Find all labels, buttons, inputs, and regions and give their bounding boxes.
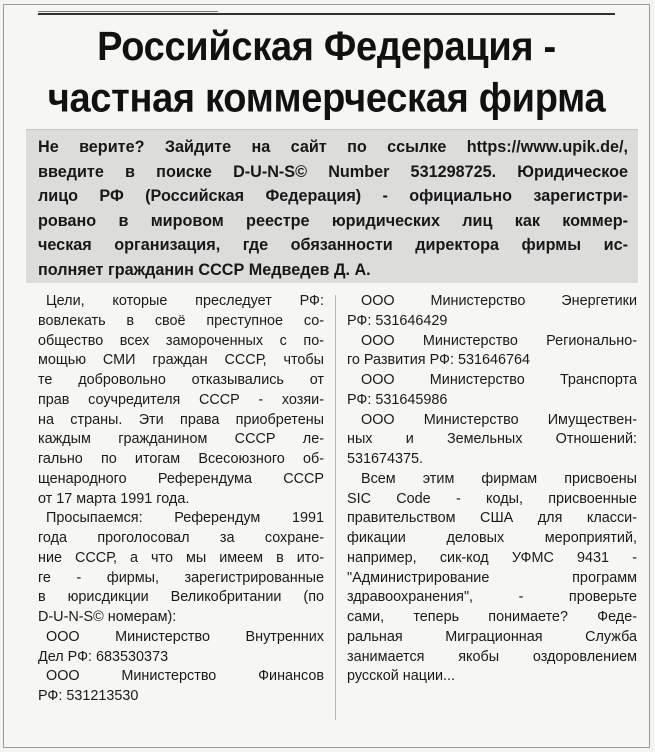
- column-line: РФ: 531213530: [38, 688, 139, 704]
- column-line: прав соучредителя СССР - хозяи-: [38, 391, 324, 408]
- column-line: правительством США для класси-: [347, 510, 637, 527]
- headline: [14, 21, 639, 125]
- column-line: Дел РФ: 683530373: [38, 648, 169, 665]
- column-line: щенародного Референдума СССР: [38, 470, 324, 487]
- column-line: ных и Земельных Отношений:: [347, 431, 637, 448]
- column-divider: [335, 295, 336, 720]
- top-rule: [38, 13, 615, 15]
- column-line: например, сик-код УФМС 9431 -: [347, 549, 637, 566]
- column-line: вовлекать в своё преступное со-: [38, 312, 324, 329]
- column-line: русской нации...: [347, 668, 456, 685]
- column-line: ООО Министерство Регионально-: [361, 332, 637, 349]
- column-line: Просыпаемся: Референдум 1991: [46, 510, 324, 527]
- column-line: ге - фирмы, зарегистрированные: [38, 569, 324, 586]
- lead-line: ческая организация, где обязанности директора фирмы ис-: [38, 236, 628, 255]
- column-line: сами, теперь понимаете? Феде-: [347, 609, 637, 625]
- right-column: [347, 292, 637, 687]
- column-line: занимается якобы оздоровлением: [347, 648, 637, 665]
- column-line: РФ: 531645986: [347, 391, 448, 408]
- column-line: от 17 марта 1991 года.: [38, 490, 190, 507]
- column-line: каждым гражданином СССР ле-: [38, 431, 324, 448]
- column-line: фикации деловых мероприятий,: [347, 530, 637, 546]
- newspaper-clipping: [3, 4, 650, 748]
- lead-line: ровано в мировом реестре юридических лиц как коммер-: [38, 211, 628, 230]
- column-line: мощью СМИ граждан СССР, чтобы: [38, 352, 324, 369]
- column-line: 531674375.: [347, 451, 424, 467]
- column-line: ООО Министерство Финансов: [46, 668, 324, 685]
- column-line: гально по итогам Всесоюзного об-: [38, 451, 324, 467]
- column-line: ООО Министерство Транспорта: [361, 372, 637, 388]
- column-line: "Администрирование программ: [347, 569, 637, 586]
- column-line: в юрисдикции Великобритании (по: [38, 589, 324, 606]
- column-line: те добровольно отказывались от: [38, 372, 324, 388]
- lead-paragraph-box: [26, 129, 638, 283]
- column-line: общество всех замороченных с по-: [38, 332, 324, 349]
- column-line: года проголосовал за сохране-: [38, 530, 324, 546]
- column-line: здравоохранения", - проверьте: [347, 589, 637, 606]
- column-line: D-U-N-S© номерам):: [38, 609, 177, 625]
- headline-line-2: частная коммерческая фирма: [47, 76, 606, 122]
- lead-line: Не верите? Зайдите на сайт по ссылке https://www.upik.de/,: [38, 138, 628, 156]
- column-line: Цели, которые преследует РФ:: [46, 293, 324, 309]
- lead-line: полняет гражданин СССР Медведев Д. А.: [38, 260, 371, 279]
- column-line: ральная Миграционная Служба: [347, 628, 637, 645]
- lead-line: введите в поиске D-U-N-S© Number 531298725. Юридическое: [38, 162, 628, 181]
- column-line: РФ: 531646429: [347, 312, 448, 329]
- column-line: на страны. Эти права приобретены: [38, 411, 324, 428]
- headline-line-1: Российская Федерация -: [97, 24, 556, 70]
- column-line: ООО Министерство Энергетики: [361, 293, 637, 309]
- column-line: го Развития РФ: 531646764: [347, 352, 531, 369]
- column-line: ООО Министерство Имуществен-: [361, 411, 637, 428]
- column-line: SIC Code - коды, присвоенные: [347, 490, 637, 507]
- column-line: Всем этим фирмам присвоены: [361, 470, 637, 487]
- left-column: [38, 292, 324, 707]
- top-edge-rule: [38, 5, 218, 12]
- column-line: ние СССР, а что мы имеем в ито-: [38, 549, 324, 566]
- lead-line: лицо РФ (Российская Федерация) - официально зарегистри-: [38, 187, 628, 206]
- column-line: ООО Министерство Внутренних: [46, 628, 324, 645]
